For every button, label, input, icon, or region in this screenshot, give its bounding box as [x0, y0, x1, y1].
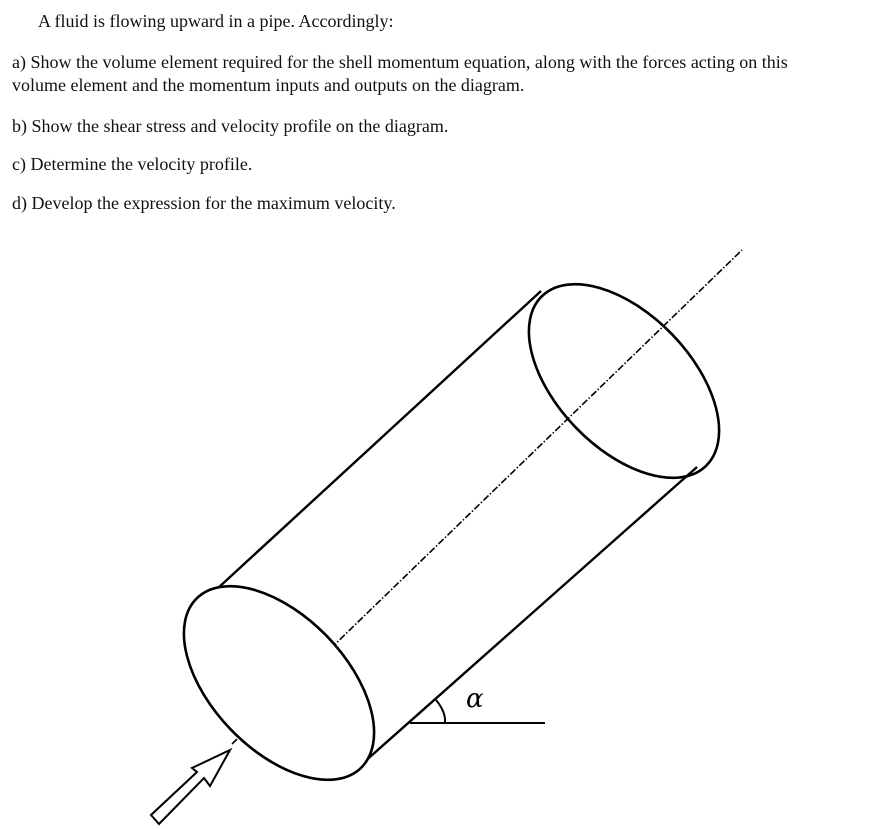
part-a-text-cont: volume element and the momentum inputs and outputs on the diagram. — [12, 75, 525, 95]
part-b-text: b) Show the shear stress and velocity profile on the diagram. — [12, 116, 449, 136]
part-c-text: c) Determine the velocity profile. — [12, 154, 253, 174]
problem-intro: A fluid is flowing upward in a pipe. Accordingly: — [38, 11, 394, 31]
angle-alpha-label: α — [466, 684, 484, 714]
pipe-lower-wall — [362, 467, 697, 764]
pipe-upper-wall — [205, 291, 541, 600]
part-d-text: d) Develop the expression for the maximum velocity. — [12, 193, 396, 213]
pipe-outlet-ellipse — [494, 250, 754, 513]
angle-arc — [436, 700, 445, 723]
pipe-inlet-ellipse — [149, 552, 409, 815]
part-a-text: a) Show the volume element required for the shell momentum equation, along with the forces acting on this — [12, 52, 788, 72]
flow-direction-arrow — [151, 750, 230, 824]
